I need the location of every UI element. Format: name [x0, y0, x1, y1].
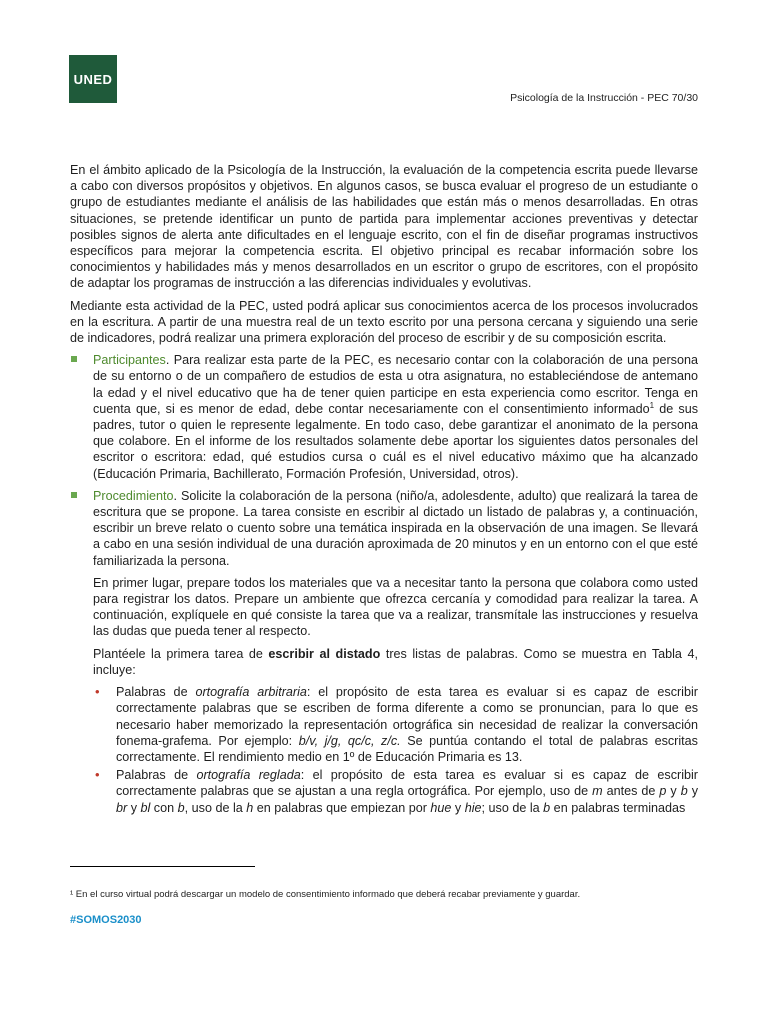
b2-bl: bl [140, 800, 151, 815]
b1-examples: b/v, j/g, qc/c, z/c. [298, 733, 401, 748]
procedimiento-paragraph-1 [93, 488, 698, 569]
green-square-bullet-icon [71, 356, 77, 362]
p3-text-b: tres listas de palabras. Como se muestra en Tabla 4, incluye: [93, 646, 698, 677]
b2-text-e: en palabras que empiezan por [253, 800, 431, 815]
red-dot-bullet-icon: • [95, 767, 100, 783]
b2-con: con [150, 800, 178, 815]
b2-b: b [680, 784, 688, 799]
b2-p: p [659, 784, 667, 799]
participantes-text-b: de sus padres, tutor o quien le represente legalmente. En todo caso, debe garantizar el anonimato de la persona que colabore. En el informe de los resultados solamente debe aportar los siguientes datos personales del escritor o escritora: edad, qué estudios cursa o cuál es el nivel educativo máximo que ha alcanzado (Educación Primaria, Bachillerato, Formación Profesión, Universidad, otros). [93, 401, 698, 481]
b1-text-a: Palabras de [116, 685, 196, 700]
b2-text-f: ; uso de la [481, 800, 544, 815]
procedimiento-section [70, 488, 698, 816]
b1-text-b: : el propósito de esta tarea es evaluar si es capaz de escribir correctamente palabras que se escriben de forma diferente a como se pronuncian, para lo que es necesario haber memorizado la representación ortográfica sin necesidad de realizar la conversación fonema-grafema. Por ejemplo: [116, 685, 698, 748]
intro-paragraph-1: En el ámbito aplicado de la Psicología de la Instrucción, la evaluación de la competencia escrita puede llevarse a cabo con diversos propósitos y objetivos. En algunos casos, se busca evaluar el progreso de un estudiante o grupo de estudiantes mediante el análisis de las habilidades que están más o menos desarrolladas. En otras situaciones, se pretende identificar un punto de partida para implementar acciones preventivas y detectar posibles signos de alerta ante dificultades en el lenguaje escrito, con el fin de diseñar programas instructivos específicos para mejorar la competencia escrita. El objetivo principal es recabar información sobre los conocimientos y habilidades más y menos desarrollados en un escritor o grupo de escritores, con el propósito de adaptar los programas de instrucción a las diferencias individuales y evolutivas. [70, 163, 698, 291]
b2-text-c: antes de [602, 784, 660, 799]
b2-y3: y [127, 800, 141, 815]
participantes-section [70, 352, 698, 482]
procedimiento-paragraph-2: En primer lugar, prepare todos los materiales que va a necesitar tanto la persona que colabora como usted para registrar los datos. Prepare un ambiente que ofrezca cercanía y comodidad para realizar la tarea. A continuación, explíquele en qué consiste la tarea que va a realizar, transmítale las instrucciones y resuelva las dudas que pueda tener al respecto. [93, 575, 698, 639]
participantes-text-a: . Para realizar esta parte de la PEC, es necesario contar con la colaboración de una persona de su entorno o de un compañero de estudios de esta u otra asignatura, no estableciéndose de antemano la edad y el nivel educativo que ha de tener quien participe en esta experiencia como escritor. Tenga en cuenta que, si es menor de edad, debe contar necesariamente con el consentimiento informado [93, 353, 698, 416]
logo-text: UNED [73, 71, 113, 87]
page-header-title: Psicología de la Instrucción - PEC 70/30 [510, 92, 698, 104]
b2-emphasis: ortografía reglada [196, 768, 301, 783]
b2-m: m [592, 784, 603, 799]
b2-hie: hie [464, 800, 482, 815]
b2-h: h [246, 800, 254, 815]
b2-y4: y [451, 800, 465, 815]
uned-logo [69, 55, 117, 103]
b2-text-a: Palabras de [116, 768, 197, 783]
footnote: ¹ En el curso virtual podrá descargar un modelo de consentimiento informado que deberá recabar previamente y guardar. [70, 889, 581, 900]
document-body [70, 162, 698, 822]
green-square-bullet-icon [71, 492, 77, 498]
word-list-bullets [93, 684, 698, 816]
b2-hue: hue [430, 800, 452, 815]
b2-b2: b [177, 800, 185, 815]
p3-bold: escribir al distado [268, 646, 381, 661]
b2-y2: y [687, 784, 698, 799]
b2-br: br [116, 800, 128, 815]
b1-text-c: Se puntúa contando el total de palabras escritas correctamente. El rendimiento medio en 1º de Educación Primaria es 13. [116, 733, 698, 764]
footnote-ref[interactable]: 1 [649, 400, 655, 410]
b2-text-d: , uso de la [184, 800, 247, 815]
list-item [93, 684, 698, 765]
p3-text-a: Plantéele la primera tarea de [93, 646, 269, 661]
list-item [93, 767, 698, 816]
participantes-label: Participantes [93, 353, 166, 368]
procedimiento-paragraph-3 [93, 646, 698, 678]
intro-paragraph-2: Mediante esta actividad de la PEC, usted podrá aplicar sus conocimientos acerca de los procesos involucrados en la escritura. A partir de una muestra real de un texto escrito por una persona cercana y siguiendo una serie de indicadores, podrá realizar una primera exploración del proceso de escribir y de su composición escrita. [70, 298, 698, 346]
procedimiento-label: Procedimiento [93, 488, 174, 503]
red-dot-bullet-icon: • [95, 684, 100, 700]
somos2030-tag[interactable]: #SOMOS2030 [70, 914, 142, 926]
b2-b3: b [543, 800, 551, 815]
b2-text-b: : el propósito de esta tarea es evaluar si es capaz de escribir correctamente palabras que se ajustan a una regla ortográfica. Por ejemplo, uso de [116, 768, 698, 799]
b2-text-g: en palabras terminadas [550, 800, 686, 815]
footnote-divider [70, 866, 255, 867]
procedimiento-text: . Solicite la colaboración de la persona (niño/a, adolesdente, adulto) que realizará la tarea de escritura que se propone. La tarea consiste en escribir al dictado un listado de palabras y, a continuación, escribir un breve relato o cuento sobre una temática inspirada en la observación de una imagen. Se llevará a cabo en una sesión individual de una duración aproximada de 20 minutos y en un entorno con el que esté familiarizada la persona. [93, 488, 698, 568]
participantes-paragraph [93, 352, 698, 482]
b1-emphasis: ortografía arbitraria [195, 685, 307, 700]
b2-y1: y [666, 784, 681, 799]
